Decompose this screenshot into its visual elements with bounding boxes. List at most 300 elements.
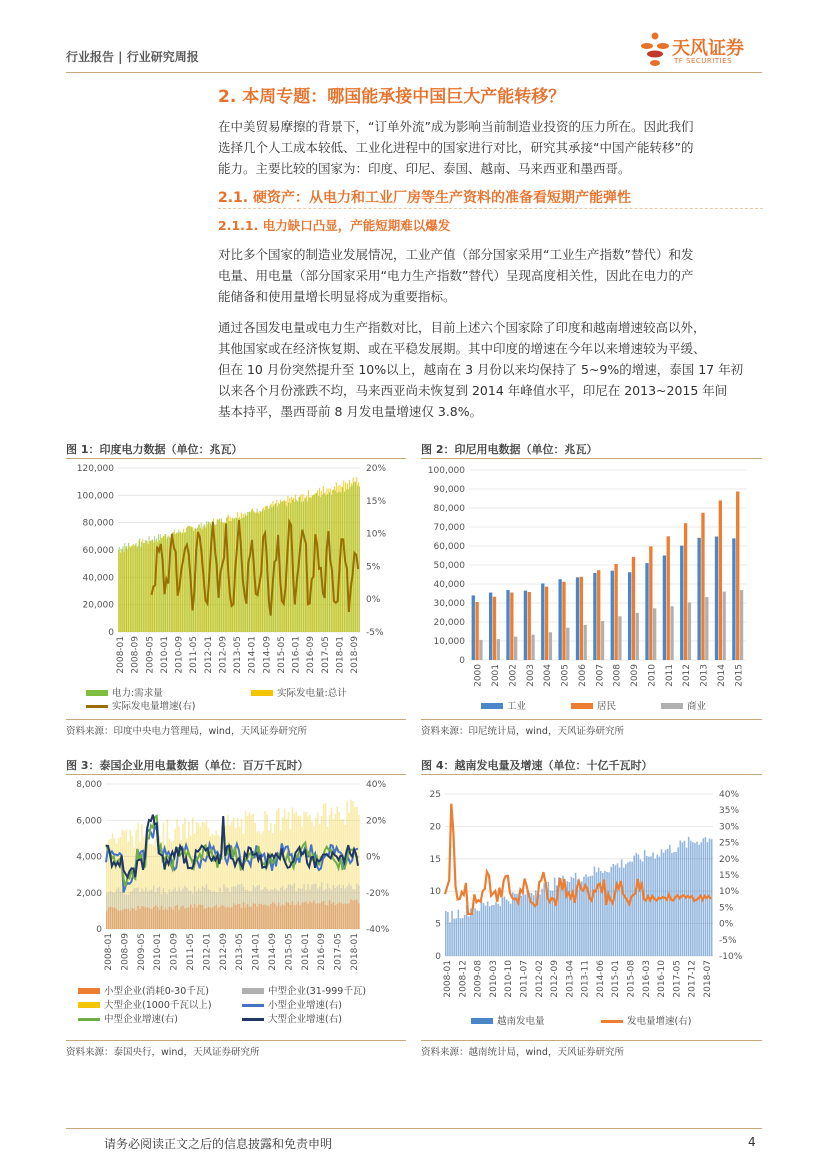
fig1-bar-demand <box>337 493 338 632</box>
fig4-bar-generation <box>610 867 612 956</box>
fig3-x-tick: 2014-09 <box>268 933 278 971</box>
fig3-bar-small <box>278 902 280 929</box>
fig1-bar-demand <box>232 518 233 632</box>
fig3-x-tick: 2012-09 <box>218 933 229 971</box>
fig1-bar-demand <box>130 547 131 632</box>
fig3-bar-small <box>176 905 178 929</box>
fig4-y-tick: 20 <box>429 822 441 833</box>
figure-4-divider <box>421 774 762 775</box>
fig3-bar-small <box>337 904 339 929</box>
fig1-bar-demand <box>223 523 224 632</box>
fig3-bar-small <box>219 907 221 929</box>
fig4-bar-generation <box>508 901 510 956</box>
fig1-bar-demand <box>359 486 360 632</box>
fig4-x-tick: 2009-08 <box>473 960 484 998</box>
fig2-bar-2 <box>670 606 673 660</box>
fig1-y2-tick: 5% <box>366 562 381 573</box>
fig1-x-tick: 2016-01 <box>291 636 302 674</box>
fig4-bar-generation <box>671 853 673 956</box>
fig1-bar-demand <box>136 543 137 632</box>
fig3-bar-small <box>344 903 346 929</box>
fig4-bar-generation <box>592 876 594 956</box>
fig3-bar-small <box>327 905 329 929</box>
fig4-bar-generation <box>631 862 633 956</box>
fig3-bar-small <box>145 908 147 929</box>
fig4-x-tick: 2015-01 <box>611 960 622 998</box>
fig1-x-tick: 2018-09 <box>350 636 360 674</box>
fig3-bar-small <box>198 905 200 929</box>
fig4-y-tick: 25 <box>429 790 441 800</box>
intro-line: 选择几个人工成本较低、工业化进程中的国家进行对比，研究其承接“中国产能转移”的 <box>218 140 694 155</box>
fig4-bar-generation <box>481 901 483 956</box>
fig3-bar-small <box>305 901 307 929</box>
fig3-bar-small <box>217 908 219 929</box>
fig4-x-tick: 2010-10 <box>504 960 515 998</box>
fig3-bar-small <box>260 904 262 929</box>
fig4-legend-swatch <box>601 1020 623 1023</box>
fig1-bar-demand <box>283 501 284 632</box>
fig4-bar-generation <box>627 862 629 956</box>
fig1-x-tick: 2008-01 <box>116 636 126 674</box>
fig4-bar-generation <box>455 918 457 956</box>
fig3-bar-small <box>167 910 169 929</box>
fig1-bar-demand <box>296 499 297 632</box>
fig3-x-tick: 2011-05 <box>186 933 196 971</box>
fig1-bar-demand <box>352 485 353 632</box>
fig3-bar-small <box>227 907 229 929</box>
fig3-bar-small <box>233 903 235 929</box>
fig2-y-tick: 40,000 <box>433 580 465 590</box>
fig1-legend-label: 实际发电量增速(右) <box>112 701 196 712</box>
fig1-bar-demand <box>139 539 140 632</box>
fig4-bar-generation <box>510 904 512 956</box>
fig3-bar-small <box>116 909 118 929</box>
fig4-bar-generation <box>608 872 610 956</box>
fig2-legend-swatch <box>661 703 683 709</box>
fig2-x-tick: 2011 <box>664 664 675 687</box>
fig3-bar-small <box>276 906 278 929</box>
paragraph-line: 基本持平，墨西哥前 8 月发电量增速仅 3.8%。 <box>218 404 483 419</box>
chart-fig3 <box>66 776 406 1042</box>
fig4-legend-label: 发电量增速(右) <box>627 1016 692 1027</box>
fig4-bar-generation <box>462 918 464 956</box>
fig4-bar-generation <box>665 850 667 956</box>
fig1-bar-demand <box>134 546 135 632</box>
fig1-bar-demand <box>124 543 125 632</box>
fig4-bar-generation <box>493 905 495 956</box>
fig3-bar-small <box>178 910 180 929</box>
fig3-bar-small <box>356 900 358 929</box>
fig4-bar-generation <box>629 862 631 956</box>
fig4-x-tick: 2012-09 <box>550 960 561 998</box>
fig3-bar-small <box>188 907 190 929</box>
fig3-bar-small <box>118 911 120 929</box>
fig3-y2-tick: -40% <box>366 925 390 935</box>
fig2-y-tick: 50,000 <box>433 561 465 571</box>
fig4-bar-generation <box>575 873 577 956</box>
fig4-x-tick: 2013-11 <box>580 960 591 998</box>
fig1-x-tick: 2010-09 <box>174 636 185 674</box>
fig4-bar-generation <box>527 890 529 956</box>
fig2-x-tick: 2009 <box>630 664 641 687</box>
fig1-y-tick: 100,000 <box>76 491 114 502</box>
intro-line: 能力。主要比较的国家为：印度、印尼、泰国、越南、马来西亚和墨西哥。 <box>218 161 631 176</box>
fig1-bar-demand <box>126 546 127 632</box>
fig3-bar-small <box>266 906 268 929</box>
fig4-x-tick: 2011-07 <box>519 960 530 998</box>
fig4-bar-generation <box>682 842 684 956</box>
fig1-y-tick: 20,000 <box>82 600 114 611</box>
fig3-bar-small <box>268 906 270 929</box>
fig3-bar-small <box>301 903 303 929</box>
fig1-legend-swatch <box>251 690 273 696</box>
fig3-bar-small <box>174 906 176 929</box>
fig2-legend-label: 工业 <box>507 701 527 712</box>
fig3-bar-small <box>159 910 161 929</box>
fig3-bar-small <box>196 907 198 929</box>
fig3-x-tick: 2015-05 <box>284 933 295 971</box>
fig2-y-tick: 20,000 <box>433 618 465 628</box>
fig4-x-tick: 2017-05 <box>672 960 683 998</box>
fig3-bar-small <box>256 907 258 929</box>
fig3-x-tick: 2012-01 <box>202 933 213 971</box>
figure-3-divider <box>66 774 406 775</box>
fig3-x-tick: 2017-05 <box>333 933 344 971</box>
fig1-x-tick: 2012-01 <box>203 636 214 674</box>
fig2-x-tick: 2005 <box>560 664 571 687</box>
fig3-bar-small <box>288 903 290 929</box>
fig4-x-tick: 2008-01 <box>443 960 453 998</box>
fig2-bar-1 <box>493 597 496 660</box>
fig4-x-tick: 2012-02 <box>534 960 545 998</box>
fig3-bar-small <box>339 902 341 929</box>
fig3-bar-small <box>346 904 348 929</box>
fig4-bar-generation <box>650 856 652 956</box>
fig4-y-tick: 0 <box>435 952 441 962</box>
fig1-bar-demand <box>147 541 148 632</box>
fig4-bar-generation <box>663 853 665 956</box>
fig2-bar-1 <box>667 536 670 660</box>
paragraph-line: 电量、用电量（部分国家采用“电力生产指数”替代）呈现高度相关性，因此在电力的产 <box>218 268 694 283</box>
fig2-y-tick: 10,000 <box>433 637 465 647</box>
fig1-y-tick: 120,000 <box>76 464 114 474</box>
fig1-bar-demand <box>275 503 276 632</box>
fig1-bar-demand <box>294 502 295 632</box>
fig4-bar-generation <box>451 911 453 956</box>
fig3-bar-small <box>325 905 327 929</box>
fig3-bar-small <box>206 908 208 929</box>
fig3-bar-small <box>239 904 241 929</box>
fig4-x-tick: 2014-06 <box>595 960 606 998</box>
fig3-bar-small <box>303 902 305 929</box>
fig1-bar-demand <box>236 518 237 632</box>
fig3-bar-small <box>258 904 260 929</box>
fig2-bar-1 <box>580 577 583 660</box>
fig3-bar-small <box>354 900 356 929</box>
fig3-y-tick: 8,000 <box>76 780 102 790</box>
fig3-bar-small <box>194 904 196 929</box>
fig2-y-tick: 0 <box>459 656 465 666</box>
fig3-bar-small <box>243 903 245 929</box>
fig3-legend-swatch <box>242 988 264 994</box>
fig3-bar-small <box>108 907 110 929</box>
fig3-bar-small <box>147 907 149 929</box>
fig3-x-tick: 2016-09 <box>317 933 328 971</box>
fig3-bar-small <box>331 904 333 929</box>
header-breadcrumb: 行业报告 | 行业研究周报 <box>66 50 199 64</box>
fig1-bar-demand <box>258 514 259 632</box>
fig1-legend-swatch <box>86 690 108 696</box>
fig3-bar-small <box>139 909 141 929</box>
subsection-divider <box>218 208 763 209</box>
fig3-bar-small <box>202 905 204 929</box>
fig3-bar-small <box>215 905 217 929</box>
fig3-bar-small <box>262 905 264 929</box>
fig4-bar-generation <box>652 852 654 956</box>
intro-paragraph <box>218 116 763 179</box>
fig1-x-tick: 2014-09 <box>262 636 273 674</box>
footer-divider <box>66 1128 762 1129</box>
footer-disclaimer: 请务必阅读正文之后的信息披露和免责申明 <box>104 1137 333 1151</box>
fig1-legend-label: 实际发电量:总计 <box>277 688 347 699</box>
fig1-y-tick: 60,000 <box>82 546 114 556</box>
paragraph-line: 但在 10 月份突然提升至 10%以上，越南在 3 月份以来均保持了 5~9%的增速，泰国 17 年初 <box>218 362 744 377</box>
fig2-bar-2 <box>497 639 500 660</box>
figure-3-source: 资料来源：泰国央行，wind，天风证券研究所 <box>66 1047 260 1058</box>
fig3-x-tick: 2013-05 <box>235 933 246 971</box>
fig1-y2-tick: -5% <box>366 628 384 638</box>
fig4-bar-generation <box>638 854 640 956</box>
fig3-bar-small <box>329 900 331 929</box>
fig4-y-tick: 15 <box>429 854 441 865</box>
fig3-bar-small <box>272 902 274 929</box>
fig4-y2-tick: 40% <box>719 790 740 800</box>
fig4-x-tick: 2015-08 <box>626 960 637 998</box>
fig2-bar-2 <box>723 592 726 660</box>
fig3-bar-small <box>120 910 122 929</box>
fig2-bar-1 <box>562 582 565 660</box>
fig1-bar-demand <box>137 545 138 632</box>
fig3-legend-label: 大型企业(1000千瓦以上) <box>104 1000 212 1011</box>
fig4-x-tick: 2018-07 <box>703 960 713 998</box>
fig4-bar-generation <box>589 876 591 956</box>
fig4-bar-generation <box>460 918 462 956</box>
fig4-bar-generation <box>581 881 583 956</box>
fig4-bar-generation <box>560 884 562 956</box>
fig3-bar-small <box>299 905 301 929</box>
fig4-bar-generation <box>522 888 524 956</box>
fig4-y2-tick: 15% <box>719 871 740 881</box>
fig1-bar-demand <box>231 521 232 632</box>
fig3-bar-small <box>241 908 243 929</box>
fig3-bar-small <box>237 904 239 929</box>
fig2-x-tick: 2008 <box>612 664 623 687</box>
fig3-bar-small <box>184 908 186 929</box>
fig1-bar-demand <box>119 547 120 632</box>
fig4-bar-generation <box>504 897 506 956</box>
fig3-bar-small <box>169 907 171 929</box>
fig3-bar-small <box>294 905 296 929</box>
fig2-y-tick: 60,000 <box>433 542 465 552</box>
fig2-bar-0 <box>645 563 648 660</box>
fig3-x-tick: 2016-01 <box>300 933 311 971</box>
fig2-bar-1 <box>701 513 704 660</box>
fig1-bar-demand <box>333 490 334 632</box>
fig3-y2-tick: 0% <box>366 852 381 863</box>
fig3-bar-small <box>225 908 227 929</box>
fig3-bar-small <box>264 904 266 929</box>
fig2-legend-label: 商业 <box>687 701 707 712</box>
fig4-y2-tick: -5% <box>719 935 737 946</box>
fig3-x-tick: 2010-09 <box>169 933 180 971</box>
fig4-bar-generation <box>476 911 478 956</box>
fig1-legend-label: 电力:需求量 <box>112 688 163 699</box>
fig2-bar-0 <box>697 538 700 660</box>
fig3-bar-small <box>317 903 319 929</box>
fig4-bar-generation <box>698 845 700 956</box>
fig3-bar-small <box>229 908 231 929</box>
fig4-bar-generation <box>571 877 573 956</box>
fig2-bar-2 <box>740 590 743 660</box>
logo-name: 天风证券 <box>672 38 744 59</box>
fig1-y2-tick: 20% <box>366 464 387 474</box>
fig2-bar-0 <box>506 590 509 660</box>
fig4-bar-generation <box>617 863 619 956</box>
fig3-bar-small <box>149 908 151 929</box>
fig1-bar-demand <box>303 501 304 632</box>
fig4-y2-tick: 20% <box>719 854 740 865</box>
fig2-bar-2 <box>584 625 587 660</box>
fig2-bar-0 <box>663 556 666 661</box>
fig1-bar-demand <box>149 536 150 632</box>
fig3-legend-label: 大型企业增速(右) <box>268 1014 342 1025</box>
fig3-y2-tick: 40% <box>366 780 387 790</box>
chart-fig4-svg <box>421 776 762 1038</box>
fig4-bar-generation <box>453 919 455 956</box>
fig1-legend-swatch <box>86 705 108 708</box>
fig4-bar-generation <box>502 898 504 956</box>
fig3-bar-small <box>127 909 129 929</box>
fig3-bar-small <box>141 906 143 929</box>
fig4-bar-generation <box>623 868 625 956</box>
fig2-bar-0 <box>680 546 683 660</box>
fig2-bar-0 <box>489 593 492 660</box>
fig2-bar-0 <box>732 538 735 660</box>
fig4-x-tick: 2008-12 <box>458 960 469 998</box>
fig3-bar-small <box>350 899 352 929</box>
fig2-bar-2 <box>636 613 639 660</box>
fig3-bar-small <box>172 910 174 929</box>
fig2-x-tick: 2002 <box>508 664 519 687</box>
fig4-bar-generation <box>487 901 489 956</box>
fig3-bar-small <box>114 907 116 929</box>
fig3-bar-small <box>190 904 192 929</box>
fig2-x-tick: 2007 <box>595 664 606 687</box>
fig3-bar-small <box>251 907 253 929</box>
fig4-bar-generation <box>447 912 449 956</box>
fig3-bar-small <box>186 908 188 929</box>
fig4-bar-generation <box>677 847 679 956</box>
fig3-bar-small <box>163 910 165 929</box>
fig2-bar-1 <box>475 602 478 660</box>
fig2-bar-0 <box>715 537 718 661</box>
fig4-y2-tick: 10% <box>719 887 740 898</box>
fig1-y2-tick: 0% <box>366 595 381 606</box>
fig4-bar-generation <box>491 905 493 956</box>
fig3-bar-small <box>129 911 131 929</box>
fig2-bar-0 <box>541 583 544 660</box>
fig3-bar-small <box>126 909 128 929</box>
fig1-bar-demand <box>145 540 146 632</box>
fig3-bar-small <box>290 905 292 929</box>
figure-4-source: 资料来源：越南统计局，wind，天风证券研究所 <box>421 1047 624 1058</box>
fig3-bar-small <box>311 903 313 929</box>
fig1-bar-demand <box>257 509 258 632</box>
fig1-bar-demand <box>132 546 133 632</box>
fig4-bar-generation <box>489 906 491 956</box>
fig1-x-tick: 2012-09 <box>218 636 229 674</box>
fig3-bar-small <box>253 903 255 929</box>
fig1-x-tick: 2017-05 <box>320 636 331 674</box>
fig4-bar-generation <box>552 891 554 956</box>
fig4-bar-generation <box>615 865 617 956</box>
fig3-bar-small <box>247 904 249 929</box>
fig3-bar-small <box>223 906 225 929</box>
fig2-bar-2 <box>653 608 656 660</box>
fig3-bar-small <box>133 909 135 929</box>
fig1-bar-demand <box>128 543 129 632</box>
fig3-bar-small <box>192 908 194 929</box>
fig3-bar-small <box>208 907 210 929</box>
fig2-bar-1 <box>614 564 617 660</box>
fig1-x-tick: 2018-01 <box>335 636 346 674</box>
paragraph-line: 对比多个国家的制造业发展情况，工业产值（部分国家采用“工业生产指数”替代）和发 <box>218 247 694 262</box>
fig3-bar-small <box>137 906 139 929</box>
fig2-bar-2 <box>618 616 621 660</box>
fig2-x-tick: 2003 <box>525 664 536 687</box>
fig2-bar-1 <box>684 523 687 660</box>
fig1-bar-demand <box>327 494 328 632</box>
fig4-x-tick: 2013-04 <box>565 960 576 998</box>
fig4-bar-generation <box>661 849 663 956</box>
intro-line: 在中美贸易摩擦的背景下，“订单外流”成为影响当前制造业投资的压力所在。因此我们 <box>218 119 694 134</box>
fig4-legend-label: 越南发电量 <box>497 1016 545 1027</box>
fig1-bar-demand <box>182 532 183 632</box>
company-logo <box>640 30 770 74</box>
fig2-y-tick: 30,000 <box>433 599 465 609</box>
fig2-legend-label: 居民 <box>597 701 617 712</box>
fig2-bar-1 <box>597 570 600 660</box>
fig4-bar-generation <box>667 849 669 956</box>
fig3-bar-small <box>165 908 167 929</box>
fig3-bar-small <box>155 905 157 929</box>
fig3-bar-small <box>131 908 133 929</box>
fig3-bar-small <box>296 904 298 929</box>
fig1-bar-demand <box>141 542 142 632</box>
fig4-y2-tick: 25% <box>719 838 740 849</box>
fig3-bar-small <box>292 901 294 929</box>
fig2-bar-0 <box>472 595 475 660</box>
fig4-x-tick: 2017-12 <box>687 960 698 998</box>
fig4-bar-generation <box>579 882 581 956</box>
fig2-bar-1 <box>528 592 531 660</box>
fig1-bar-demand <box>316 493 317 632</box>
fig2-bar-2 <box>566 628 569 660</box>
fig1-bar-demand <box>301 502 302 632</box>
fig4-bar-generation <box>520 896 522 956</box>
fig4-bar-generation <box>449 922 451 956</box>
fig4-bar-generation <box>659 857 661 956</box>
